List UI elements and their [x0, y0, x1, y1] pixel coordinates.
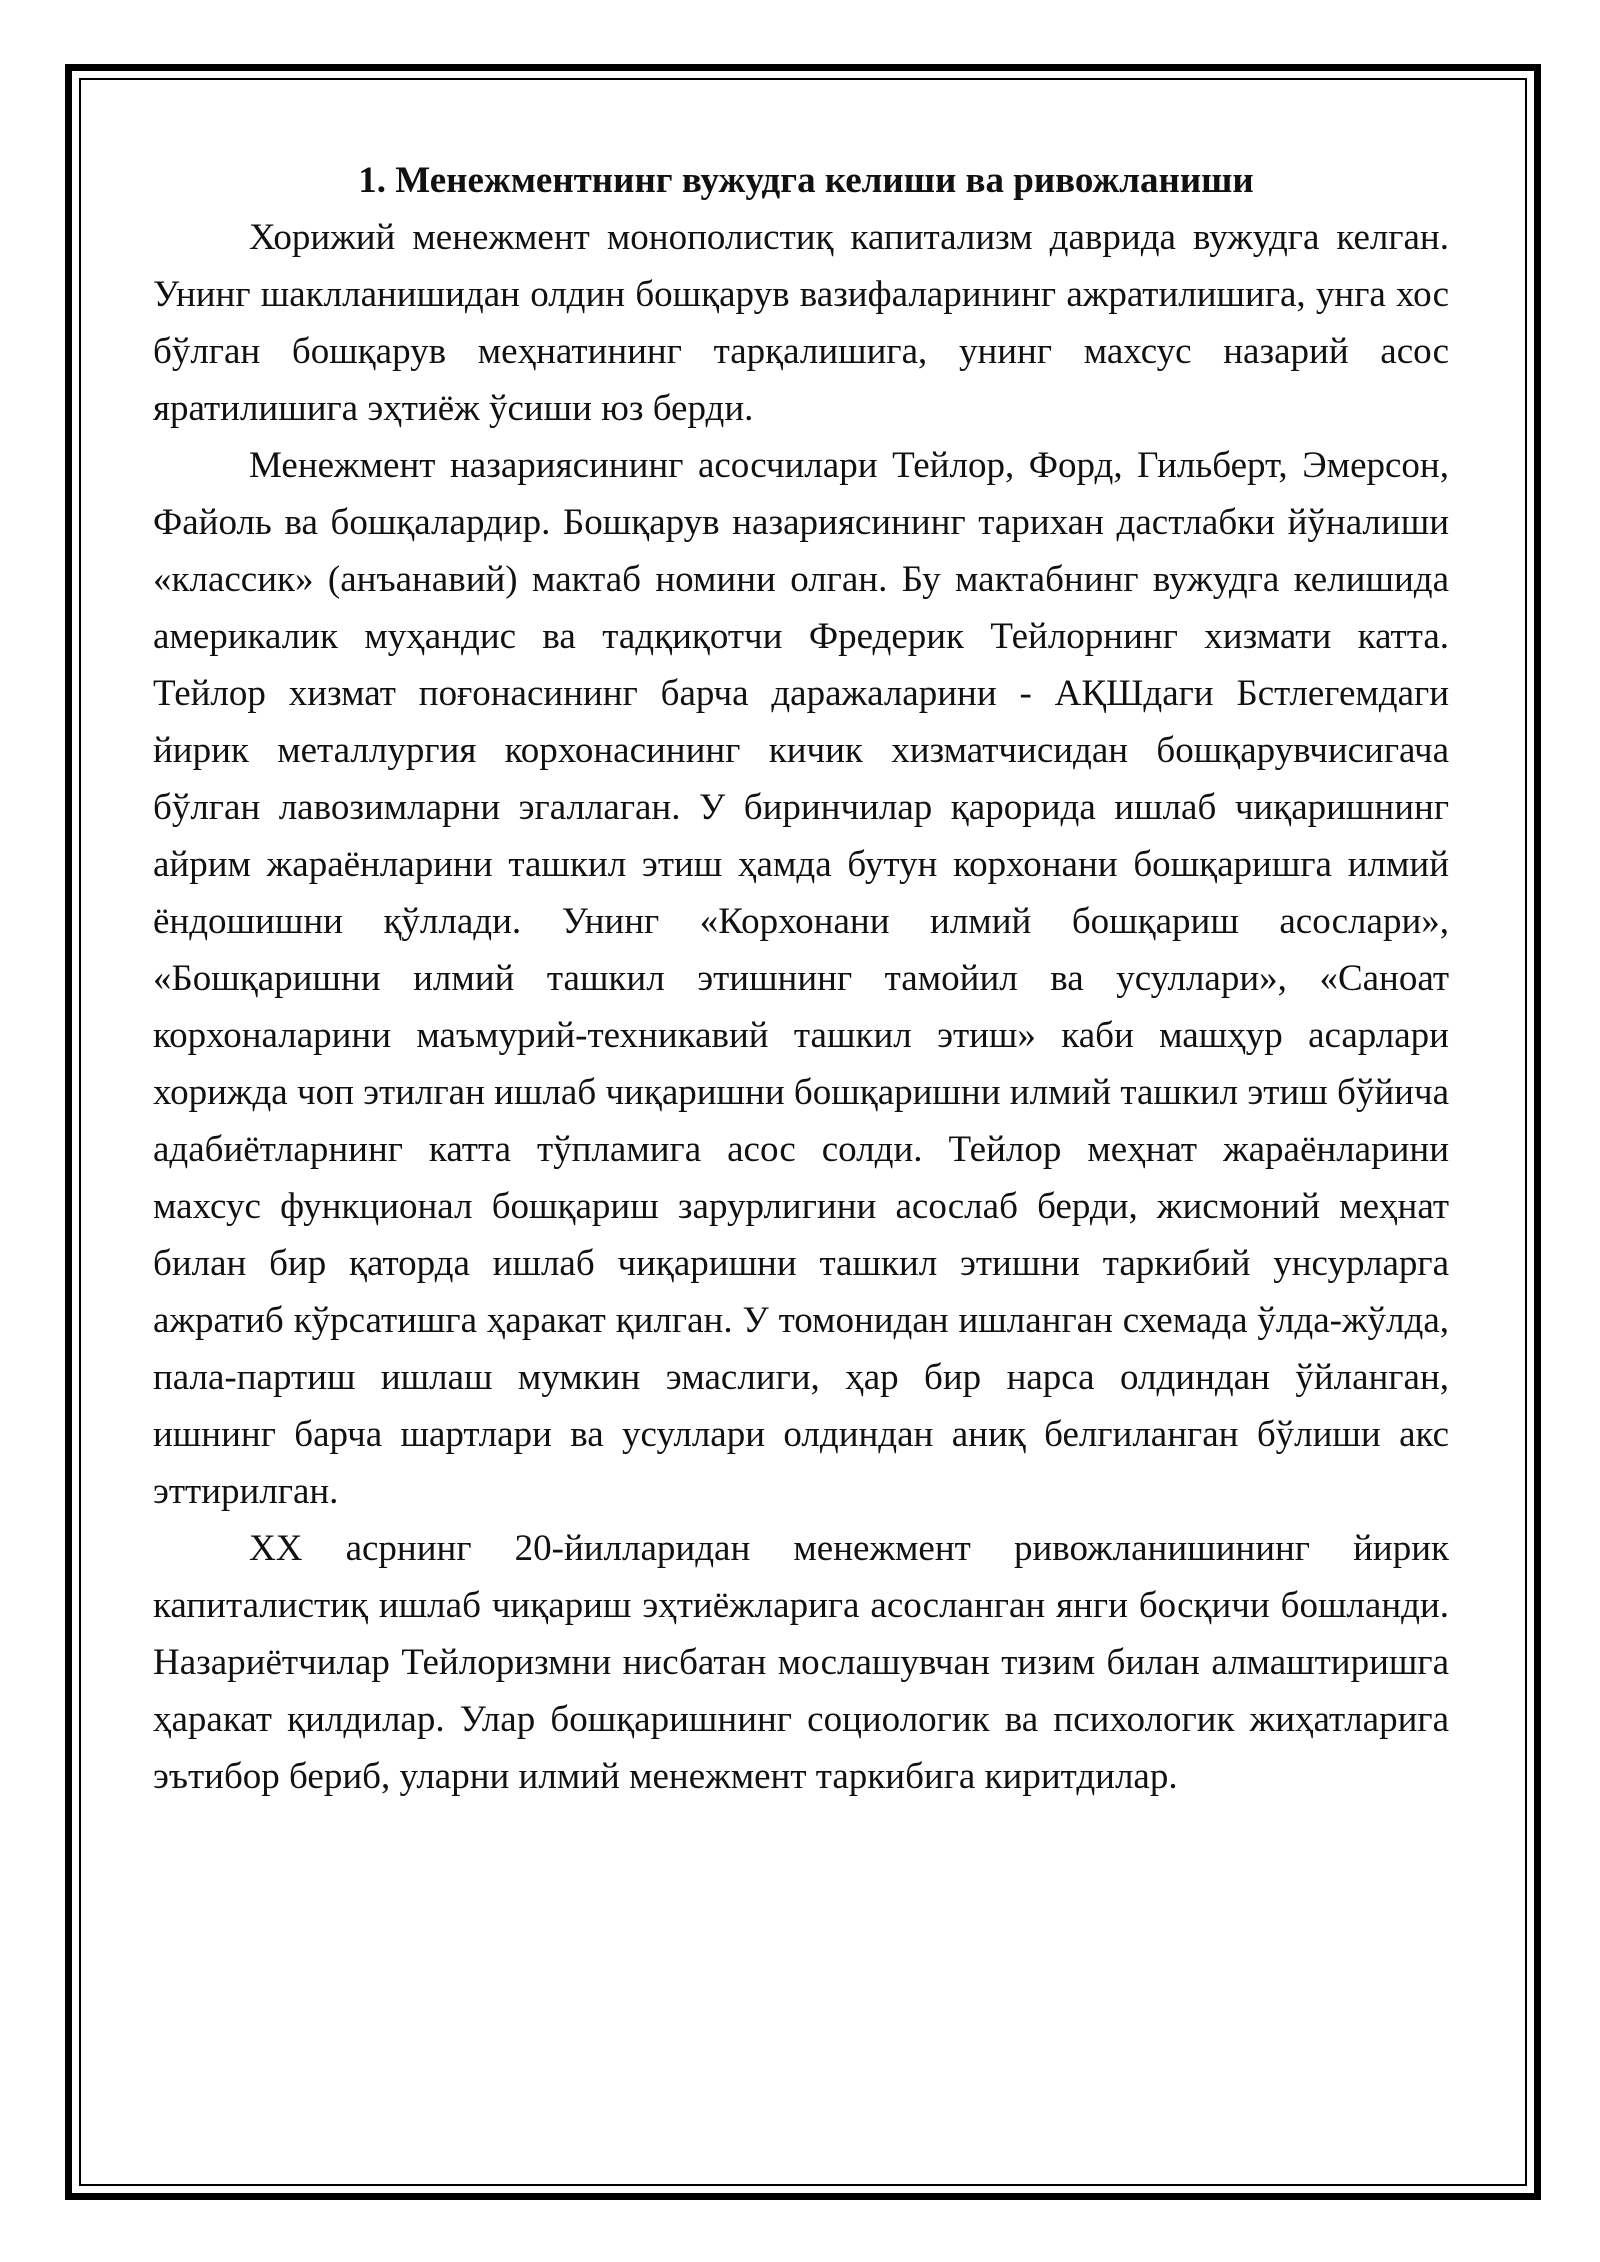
paragraph-3: XX асрнинг 20-йилларидан менежмент ривожланишининг йирик капиталистиқ ишлаб чиқариш эҳтиёжларига асосланган янги босқичи бошланди. Назариётчилар Тейлоризмни нисбатан мослашувчан тизим билан алмаштиришга ҳаракат қилдилар. Улар бошқаришнинг социологик ва психологик жиҳатларига эътибор бериб, уларни илмий менежмент таркибига киритдилар. — [153, 1528, 1449, 1797]
paragraph-1: Хорижий менежмент монополистиқ капитализм даврида вужудга келган. Унинг шаклланишидан олдин бошқарув вазифаларининг ажратилишига, унга хос бўлган бошқарув меҳнатининг тарқалишига, унинг махсус назарий асос яратилишига эҳтиёж ўсиши юз берди. — [153, 217, 1449, 429]
document-body — [153, 152, 1449, 1805]
document-title: 1. Менежментнинг вужудга келиши ва ривожланиши — [358, 160, 1254, 201]
paragraph-2: Менежмент назариясининг асосчилари Тейлор, Форд, Гильберт, Эмерсон, Файоль ва бошқалардир. Бошқарув назариясининг тарихан дастлабки йўналиши «классик» (анъанавий) мактаб номини олган. Бу мактабнинг вужудга келишида америкалик муҳандис ва тадқиқотчи Фредерик Тейлорнинг хизмати катта. Тейлор хизмат поғонасининг барча даражаларини - АҚШдаги Бстлегемдаги йирик металлургия корхонасининг кичик хизматчисидан бошқарувчисигача бўлган лавозимларни эгаллаган. У биринчилар қарорида ишлаб чиқаришнинг айрим жараёнларини ташкил этиш ҳамда бутун корхонани бошқаришга илмий ёндошишни қўллади. Унинг «Корхонани илмий бошқариш асослари», «Бошқаришни илмий ташкил этишнинг тамойил ва усуллари», «Саноат корхоналарини маъмурий-техникавий ташкил этиш» каби машҳур асарлари хорижда чоп этилган ишлаб чиқаришни бошқаришни илмий ташкил этиш бўйича адабиётларнинг катта тўпламига асос солди. Тейлор меҳнат жараёнларини махсус функционал бошқариш зарурлигини асослаб берди, жисмоний меҳнат билан бир қаторда ишлаб чиқаришни ташкил этишни таркибий унсурларга ажратиб кўрсатишга ҳаракат қилган. У томонидан ишланган схемада ўлда-жўлда, пала-партиш ишлаш мумкин эмаслиги, ҳар бир нарса олдиндан ўйланган, ишнинг барча шартлари ва усуллари олдиндан аниқ белгиланган бўлиши акс эттирилган. — [153, 445, 1449, 1512]
